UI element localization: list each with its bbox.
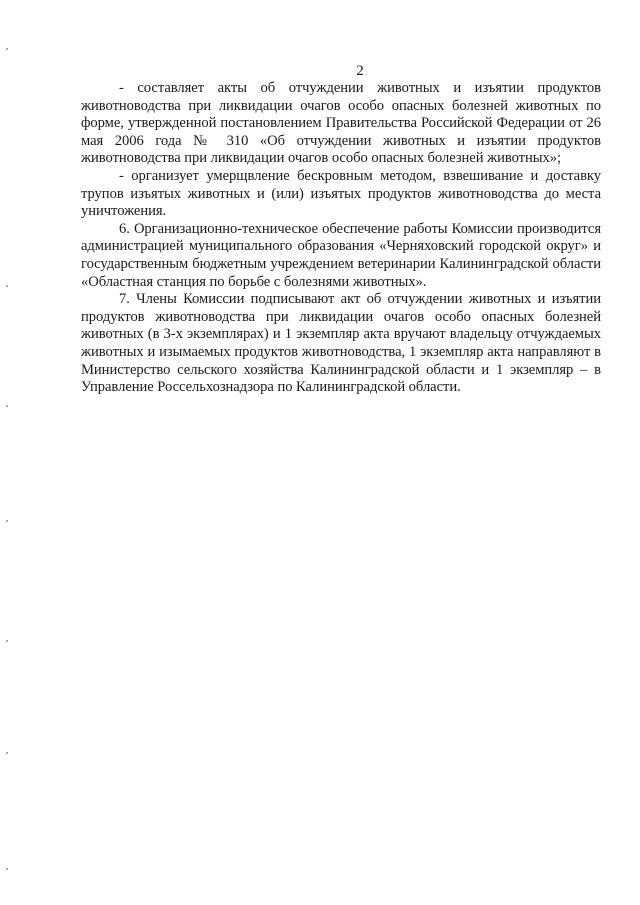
scan-artifact <box>6 640 8 642</box>
page-number: 2 <box>356 63 364 79</box>
scan-artifact <box>6 868 8 870</box>
scan-artifact <box>6 285 8 287</box>
scan-artifact <box>6 752 8 754</box>
paragraph-organizes-slaughter: - организует умерщвление бескровным методом, взвешивание и доставку трупов изъятых животных и (или) изъятых продуктов животноводства до места уничтожения. <box>81 167 601 220</box>
paragraph-item-7: 7. Члены Комиссии подписывают акт об отчуждении животных и изъятии продуктов животноводства при ликвидации очагов особо опасных болезней животных (в 3-х экземплярах) и 1 экземпляр акта вручают владельцу отчуждаемых животных и изымаемых продуктов животноводства, 1 экземпляр акта направляют в Министерство сельского хозяйства Калининградской области и 1 экземпляр – в Управление Россельхознадзора по Калининградской области. <box>81 291 601 396</box>
scan-artifact <box>6 405 8 407</box>
scan-artifact <box>6 520 8 522</box>
document-body <box>81 80 601 397</box>
paragraph-drafts-acts: - составляет акты об отчуждении животных и изъятии продуктов животноводства при ликвидации очагов особо опасных болезней животных по форме, утвержденной постановлением Правительства Российской Федерации от 26 мая 2006 года № 310 «Об отчуждении животных и изъятии продуктов животноводства при ликвидации очагов особо опасных болезней животных»; <box>81 80 601 167</box>
paragraph-item-6: 6. Организационно-техническое обеспечение работы Комиссии производится администрацией муниципального образования «Черняховский городской округ» и государственным бюджетным учреждением ветеринарии Калининградской области «Областная станция по борьбе с болезнями животных». <box>81 220 601 290</box>
scan-artifact <box>6 48 8 50</box>
